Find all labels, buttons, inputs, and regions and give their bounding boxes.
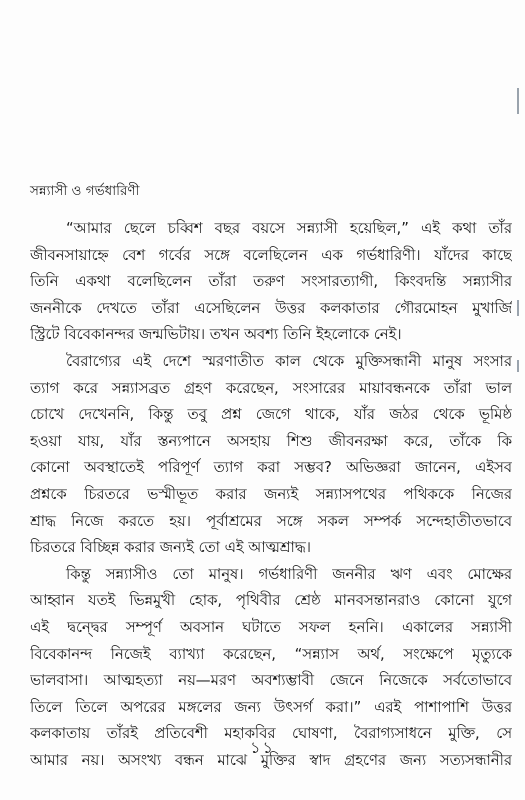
text-line: কিন্তু সন্ন্যাসীও তো মানুষ। গর্ভধারিণী জননীর ঋণ এবং মোক্ষের <box>66 565 512 583</box>
text-line: “আমার ছেলে চব্বিশ বছর বয়সে সন্ন্যাসী হয়েছিল,” এই কথা তাঁর <box>66 220 512 237</box>
text-line: কলকাতায় তাঁরই প্রতিবেশী মহাকবির ঘোষণা, বৈরাগ্যসাধনে মুক্তি, সে <box>30 725 512 743</box>
running-head: সন্ন্যাসী ও গর্ভধারিণী <box>30 183 140 199</box>
text-line: ত্যাগ করে সন্ন্যাসব্রত গ্রহণ করেছেন, সংসারের মায়াবন্ধনকে তাঁরা ভাল <box>30 379 512 397</box>
text-line: প্রশ্নকে চিরতরে ভস্মীভূত করার জন্যই সন্ন্যাসপথের পথিককে নিজের <box>30 485 512 503</box>
text-line: হওয়া যায়, যাঁর স্তন্যপানে অসহায় শিশু জীবনরক্ষা করে, তাঁকে কি <box>30 432 512 450</box>
text-line: বিবেকানন্দ নিজেই ব্যাখ্যা করেছেন, “সন্ন্যাস অর্থ, সংক্ষেপে মৃত্যুকে <box>30 645 512 663</box>
scan-edge-mark <box>517 360 519 372</box>
body-text <box>30 216 512 774</box>
text-line: ভালবাসা। আত্মহত্যা নয়—মরণ অবশ্যম্ভাবী জেনে নিজেকে সর্বতোভাবে <box>30 672 512 690</box>
scan-edge-mark <box>517 88 519 114</box>
text-line: চিরতরে বিচ্ছিন্ন করার জন্যই তো এই আত্মশ্রাদ্ধ। <box>30 539 311 557</box>
page-number: ১১ <box>250 738 275 757</box>
text-line: আহ্বান যতই ভিন্নমুখী হোক, পৃথিবীর শ্রেষ্ঠ মানবসন্তানরাও কোনো যুগে <box>30 592 512 610</box>
text-line: জীবনসায়াহ্নে বেশ গর্বের সঙ্গে বলেছিলেন এক গর্ভধারিণী। যাঁদের কাছে <box>30 246 512 264</box>
text-line: কোনো অবস্থাতেই পরিপূর্ণ ত্যাগ করা সম্ভব? অভিজ্ঞরা জানেন, এইসব <box>30 459 512 477</box>
text-line: স্ট্রিটে বিবেকানন্দর জন্মভিটায়। তখন অবশ্য তিনি ইহলোকে নেই। <box>30 326 402 344</box>
text-line: এই দ্বন্দ্বের সম্পূর্ণ অবসান ঘটাতে সফল হননি। একালের সন্ন্যাসী <box>30 618 512 636</box>
text-line: আমার নয়। অসংখ্য বন্ধন মাঝে মুক্তির স্বাদ গ্রহণের জন্য সত্যসন্ধানীর <box>30 751 512 769</box>
scan-edge-mark <box>517 300 519 316</box>
text-line: বৈরাগ্যের এই দেশে স্মরণাতীত কাল থেকে মুক্তিসন্ধানী মানুষ সংসার <box>66 352 512 370</box>
text-line: শ্রাদ্ধ নিজে করতে হয়। পূর্বাশ্রমের সঙ্গে সকল সম্পর্ক সন্দেহাতীতভাবে <box>30 512 512 530</box>
text-line: চোখে দেখেননি, কিন্তু তবু প্রশ্ন জেগে থাকে, যাঁর জঠর থেকে ভূমিষ্ঠ <box>30 406 512 424</box>
text-line: তিলে তিলে অপরের মঙ্গলের জন্য উৎসর্গ করা।” এরই পাশাপাশি উত্তর <box>30 698 512 716</box>
text-line: তিনি একথা বলেছিলেন তাঁরা তরুণ সংসারত্যাগী, কিংবদন্তি সন্ন্যাসীর <box>30 273 512 291</box>
text-line: জননীকে দেখতে তাঁরা এসেছিলেন উত্তর কলকাতার গৌরমোহন মুখার্জি <box>30 299 512 317</box>
